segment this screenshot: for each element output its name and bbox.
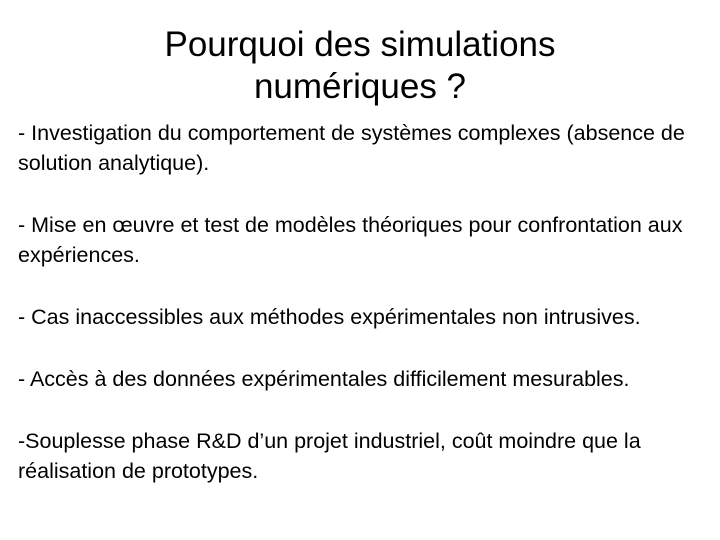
slide-title-line-2: numériques ? (253, 67, 467, 106)
slide-title (0, 24, 720, 108)
bullet-item: - Investigation du comportement de systèmes complexes (absence de solution analytique). (18, 121, 685, 175)
bullet-item: - Mise en œuvre et test de modèles théoriques pour confrontation aux expériences. (18, 213, 683, 267)
slide-title-line-1: Pourquoi des simulations (164, 25, 556, 64)
bullet-item: -Souplesse phase R&D d’un projet industriel, coût moindre que la réalisation de prototypes. (18, 429, 641, 483)
bullet-item: - Cas inaccessibles aux méthodes expérimentales non intrusives. (18, 305, 641, 329)
bullet-list (18, 118, 714, 518)
bullet-item: - Accès à des données expérimentales difficilement mesurables. (18, 367, 630, 391)
